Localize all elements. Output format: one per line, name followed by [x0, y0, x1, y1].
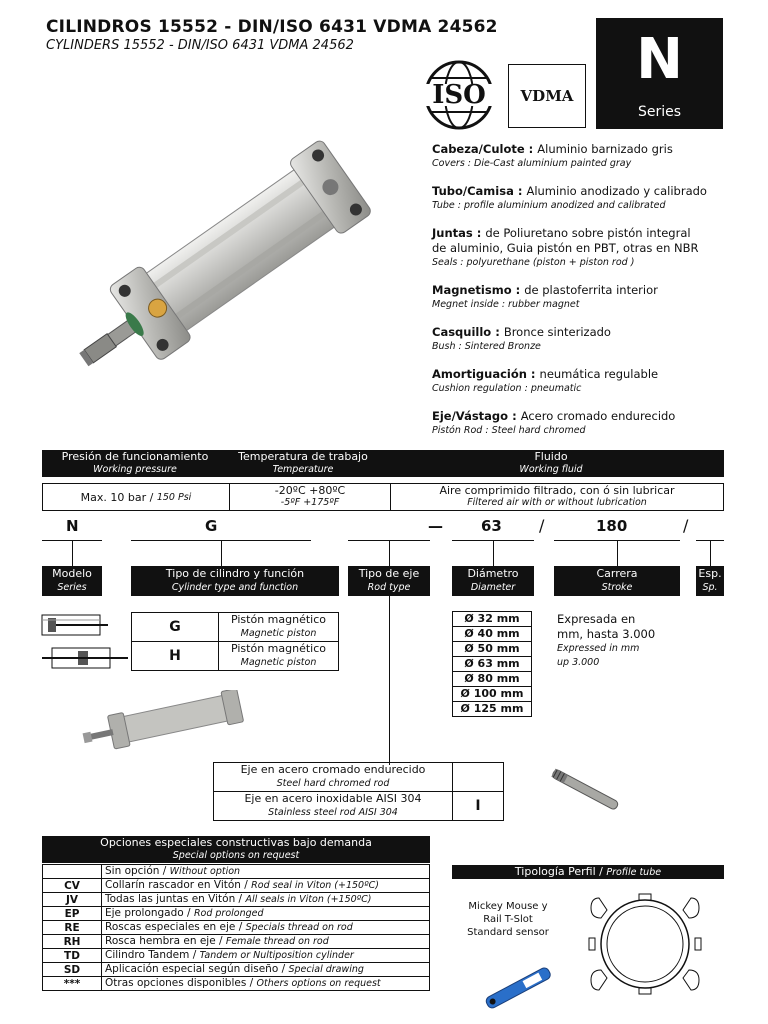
rod-photo [545, 765, 625, 815]
option-description: Todas las juntas en Vitón / All seals in Viton (+150ºC) [102, 893, 430, 907]
option-code: JV [43, 893, 102, 907]
diameter-option: Ø 40 mm [452, 627, 532, 642]
option-row [43, 879, 430, 893]
spec-tube: Tubo/Camisa : Aluminio anodizado y calibrado Tube : profile aluminium anodized and calibrated [432, 184, 707, 211]
connector-stroke [617, 540, 618, 566]
column-model: Modelo Series [42, 566, 102, 596]
spec-rod: Eje/Vástago : Acero cromado endurecido Pistón Rod : Steel hard chromed [432, 409, 676, 436]
options-table [42, 864, 430, 991]
diameter-option: Ø 80 mm [452, 672, 532, 687]
spec-seals: Juntas : de Poliuretano sobre pistón integral de aluminio, Guia pistón en PBT, otras en NBR Seals : polyurethane (piston + piston rod ) [432, 226, 699, 268]
code-type: G [205, 517, 218, 535]
page-subtitle: CYLINDERS 15552 - DIN/ISO 6431 VDMA 24562 [46, 38, 354, 53]
option-description: Otras opciones disponibles / Others options on request [102, 977, 430, 991]
option-description: Eje prolongado / Rod prolonged [102, 907, 430, 921]
connector-model [72, 540, 73, 566]
spec-magnet: Magnetismo : de plastoferrita interior Megnet inside : rubber magnet [432, 283, 658, 310]
diameter-option: Ø 125 mm [452, 702, 532, 717]
profile-drawing [585, 888, 705, 1000]
option-code: EP [43, 907, 102, 921]
option-row [43, 963, 430, 977]
sensor-icon [475, 965, 565, 1010]
option-row [43, 977, 430, 991]
connector-diameter [493, 540, 494, 566]
option-description: Collarín rascador en Vitón / Rod seal in Viton (+150ºC) [102, 879, 430, 893]
type-row-h: H Pistón magnético Magnetic piston [131, 642, 339, 671]
code-model: N [66, 517, 79, 535]
code-slash-1: / [539, 516, 545, 535]
spec-covers: Cabeza/Culote : Aluminio barnizado gris Covers : Die-Cast aluminium painted gray [432, 142, 673, 169]
connector-esp [710, 540, 711, 566]
spec-bush: Casquillo : Bronce sinterizado Bush : Sintered Bronze [432, 325, 611, 352]
iso-logo-text: ISO [432, 80, 486, 110]
options-header: Opciones especiales constructivas bajo demanda Special options on request [42, 836, 430, 863]
iso-logo [420, 60, 498, 130]
option-description: Sin opción / Without option [102, 865, 430, 879]
option-code: SD [43, 963, 102, 977]
option-description: Roscas especiales en eje / Specials thread on rod [102, 921, 430, 935]
option-row [43, 935, 430, 949]
profile-description: Mickey Mouse y Rail T-Slot Standard sensor [467, 901, 549, 938]
option-row [43, 907, 430, 921]
through-rod-schematic-icon [40, 645, 130, 671]
rod-row-stainless: Eje en acero inoxidable AISI 304 Stainless steel rod AISI 304 I [213, 792, 504, 821]
option-code: RH [43, 935, 102, 949]
diameter-option: Ø 50 mm [452, 642, 532, 657]
option-description: Aplicación especial según diseño / Special drawing [102, 963, 430, 977]
option-code: *** [43, 977, 102, 991]
column-stroke: Carrera Stroke [554, 566, 680, 596]
page-title: CILINDROS 15552 - DIN/ISO 6431 VDMA 24562 [46, 17, 498, 37]
option-row [43, 893, 430, 907]
diameter-option: Ø 100 mm [452, 687, 532, 702]
option-description: Rosca hembra en eje / Female thread on rod [102, 935, 430, 949]
rod-table [213, 762, 504, 821]
option-row [43, 865, 430, 879]
single-rod-schematic-icon [40, 612, 110, 638]
stroke-description: Expresada en mm, hasta 3.000 Expressed in mm up 3.000 [557, 612, 656, 668]
rod-row-chromed: Eje en acero cromado endurecido Steel hard chromed rod [213, 762, 504, 792]
option-code [43, 865, 102, 879]
vdma-logo: VDMA [508, 64, 586, 128]
code-slash-2: / [683, 516, 689, 535]
column-diameter: Diámetro Diameter [452, 566, 534, 596]
option-code: CV [43, 879, 102, 893]
spec-cushion: Amortiguación : neumática regulable Cushion regulation : pneumatic [432, 367, 659, 394]
column-type: Tipo de cilindro y función Cylinder type and function [131, 566, 339, 596]
diameter-option: Ø 63 mm [452, 657, 532, 672]
code-diameter: 63 [481, 517, 502, 535]
type-table [131, 612, 339, 671]
column-esp: Esp. Sp. [696, 566, 724, 596]
profile-header: Tipología Perfil / Profile tube [452, 865, 724, 879]
option-row [43, 921, 430, 935]
series-letter: N [636, 27, 683, 92]
specifications-list [432, 142, 732, 451]
type-row-g: G Pistón magnético Magnetic piston [131, 612, 339, 642]
cylinder-side-photo [80, 690, 250, 755]
column-rod: Tipo de eje Rod type [348, 566, 430, 596]
conditions-values: Max. 10 bar / 150 Psi -20ºC +80ºC -5ºF +175ºF Aire comprimido filtrado, con ó sin lubricar Filtered air with or without lubrication [42, 483, 724, 511]
code-stroke: 180 [596, 517, 628, 535]
diameter-list [452, 611, 532, 717]
option-code: RE [43, 921, 102, 935]
series-badge [596, 18, 723, 129]
conditions-header: Presión de funcionamiento Working pressure Temperatura de trabajo Temperature Fluido Working fluid [42, 450, 724, 477]
option-row [43, 949, 430, 963]
option-description: Cilindro Tandem / Tandem or Nultiposition cylinder [102, 949, 430, 963]
cylinder-photo [70, 110, 400, 410]
diameter-option: Ø 32 mm [452, 611, 532, 627]
code-dash: — [428, 517, 443, 535]
option-code: TD [43, 949, 102, 963]
connector-type [221, 540, 222, 566]
series-word: Series [637, 104, 682, 120]
